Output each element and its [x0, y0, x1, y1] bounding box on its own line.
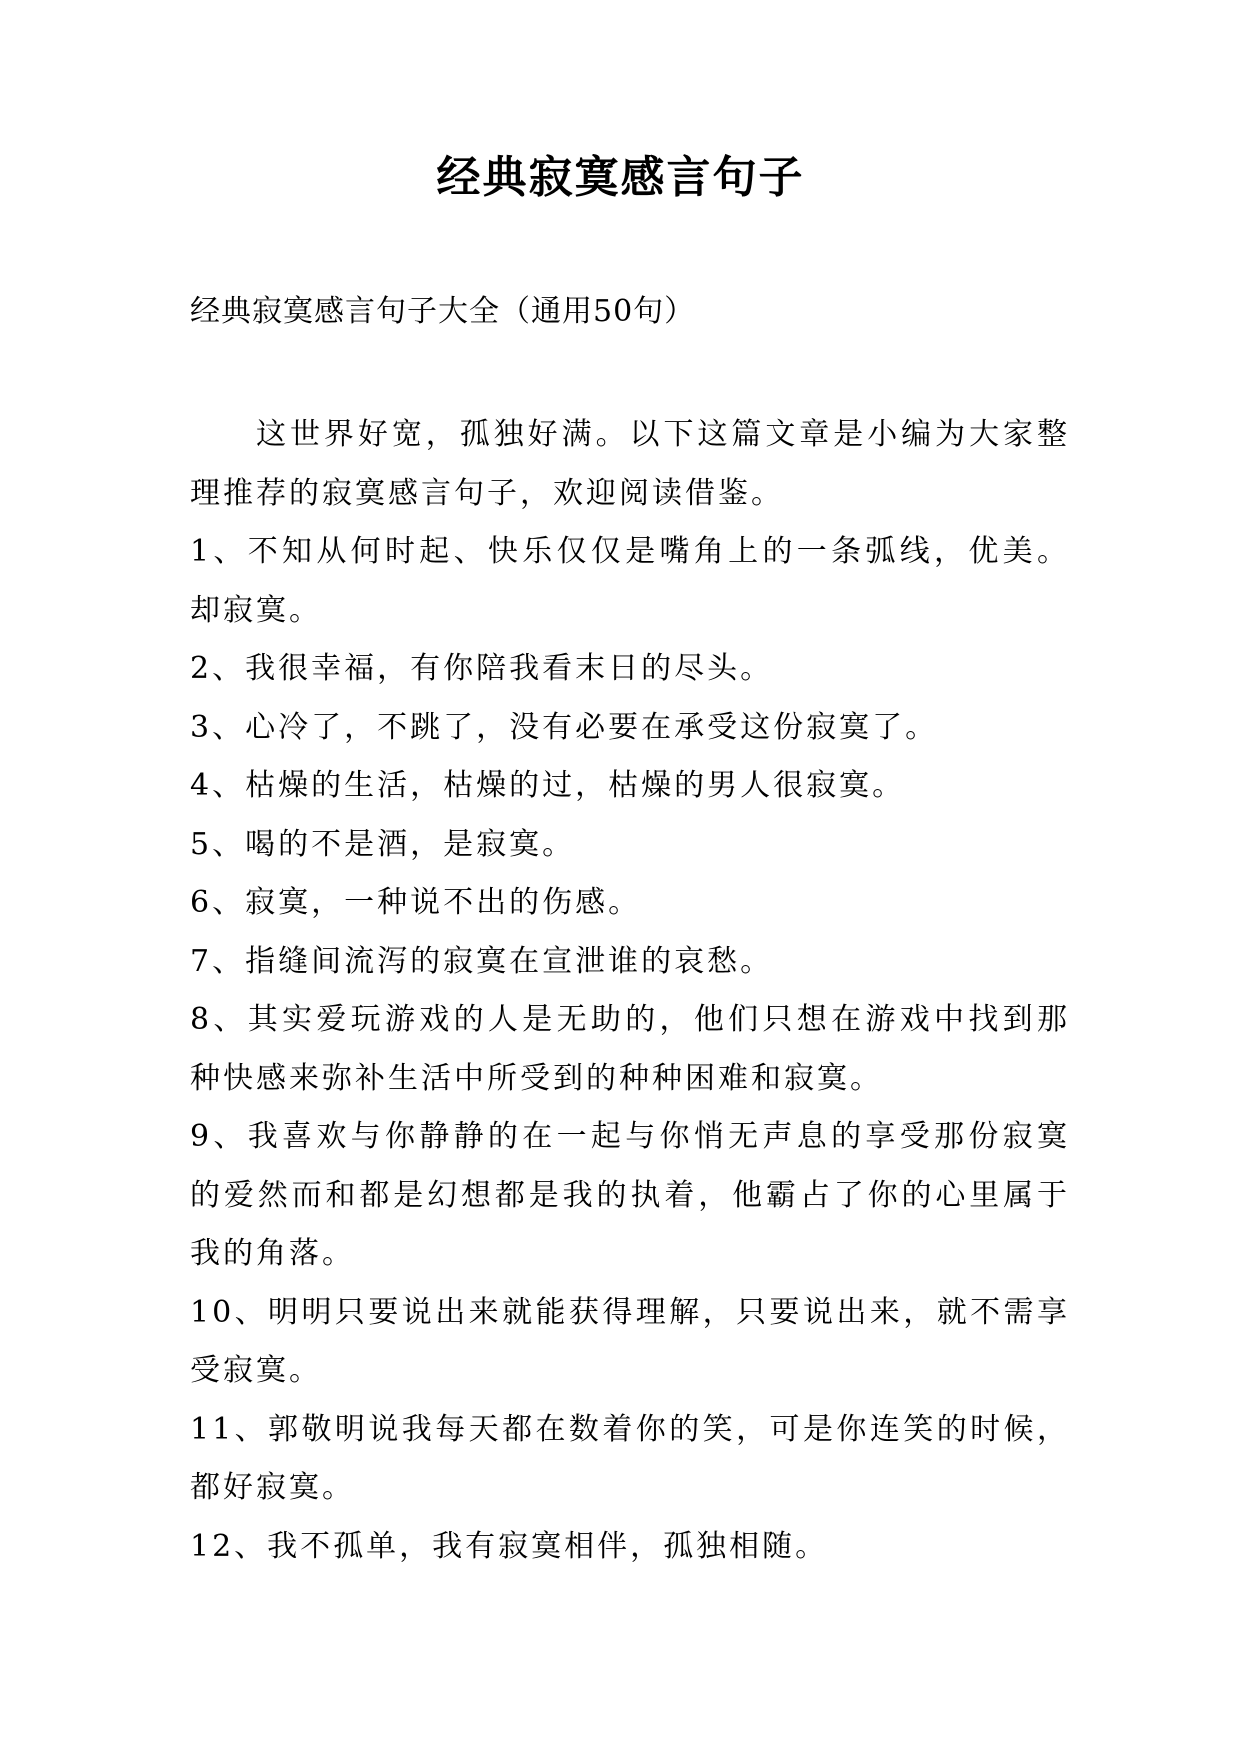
list-item: 2、我很幸福，有你陪我看末日的尽头。 [190, 651, 774, 686]
list-item: 4、枯燥的生活，枯燥的过，枯燥的男人很寂寞。 [190, 768, 906, 803]
list-item: 3、心冷了，不跳了，没有必要在承受这份寂寞了。 [190, 709, 939, 745]
list-item: 12、我不孤单，我有寂寞相伴，孤独相随。 [190, 1528, 829, 1564]
list-item: 5、喝的不是酒，是寂寞。 [190, 826, 576, 862]
list-item: 9、我喜欢与你静静的在一起与你悄无声息的享受那份寂寞的爱然而和都是幻想都是我的执着，他霸占了你的心里属于我的角落。 [190, 1119, 1070, 1271]
list-item: 11、郭敬明说我每天都在数着你的笑，可是你连笑的时候，都好寂寞。 [190, 1411, 1070, 1505]
list-item: 10、明明只要说出来就能获得理解，只要说出来，就不需享受寂寞。 [190, 1294, 1070, 1388]
list-item: 6、寂寞，一种说不出的伤感。 [190, 885, 642, 920]
intro-paragraph: 这世界好宽，孤独好满。以下这篇文章是小编为大家整理推荐的寂寞感言句子，欢迎阅读借鉴。 [190, 417, 1070, 511]
document-title: 经典寂寞感言句子 [436, 152, 805, 203]
document-subtitle: 经典寂寞感言句子大全（通用50句） [190, 294, 696, 329]
document-body [190, 406, 1070, 1576]
list-item: 1、不知从何时起、快乐仅仅是嘴角上的一条弧线，优美。却寂寞。 [190, 534, 1070, 628]
list-item: 7、指缝间流泻的寂寞在宣泄谁的哀愁。 [190, 943, 774, 979]
list-item: 8、其实爱玩游戏的人是无助的，他们只想在游戏中找到那种快感来弥补生活中所受到的种种困难和寂寞。 [190, 1002, 1070, 1096]
